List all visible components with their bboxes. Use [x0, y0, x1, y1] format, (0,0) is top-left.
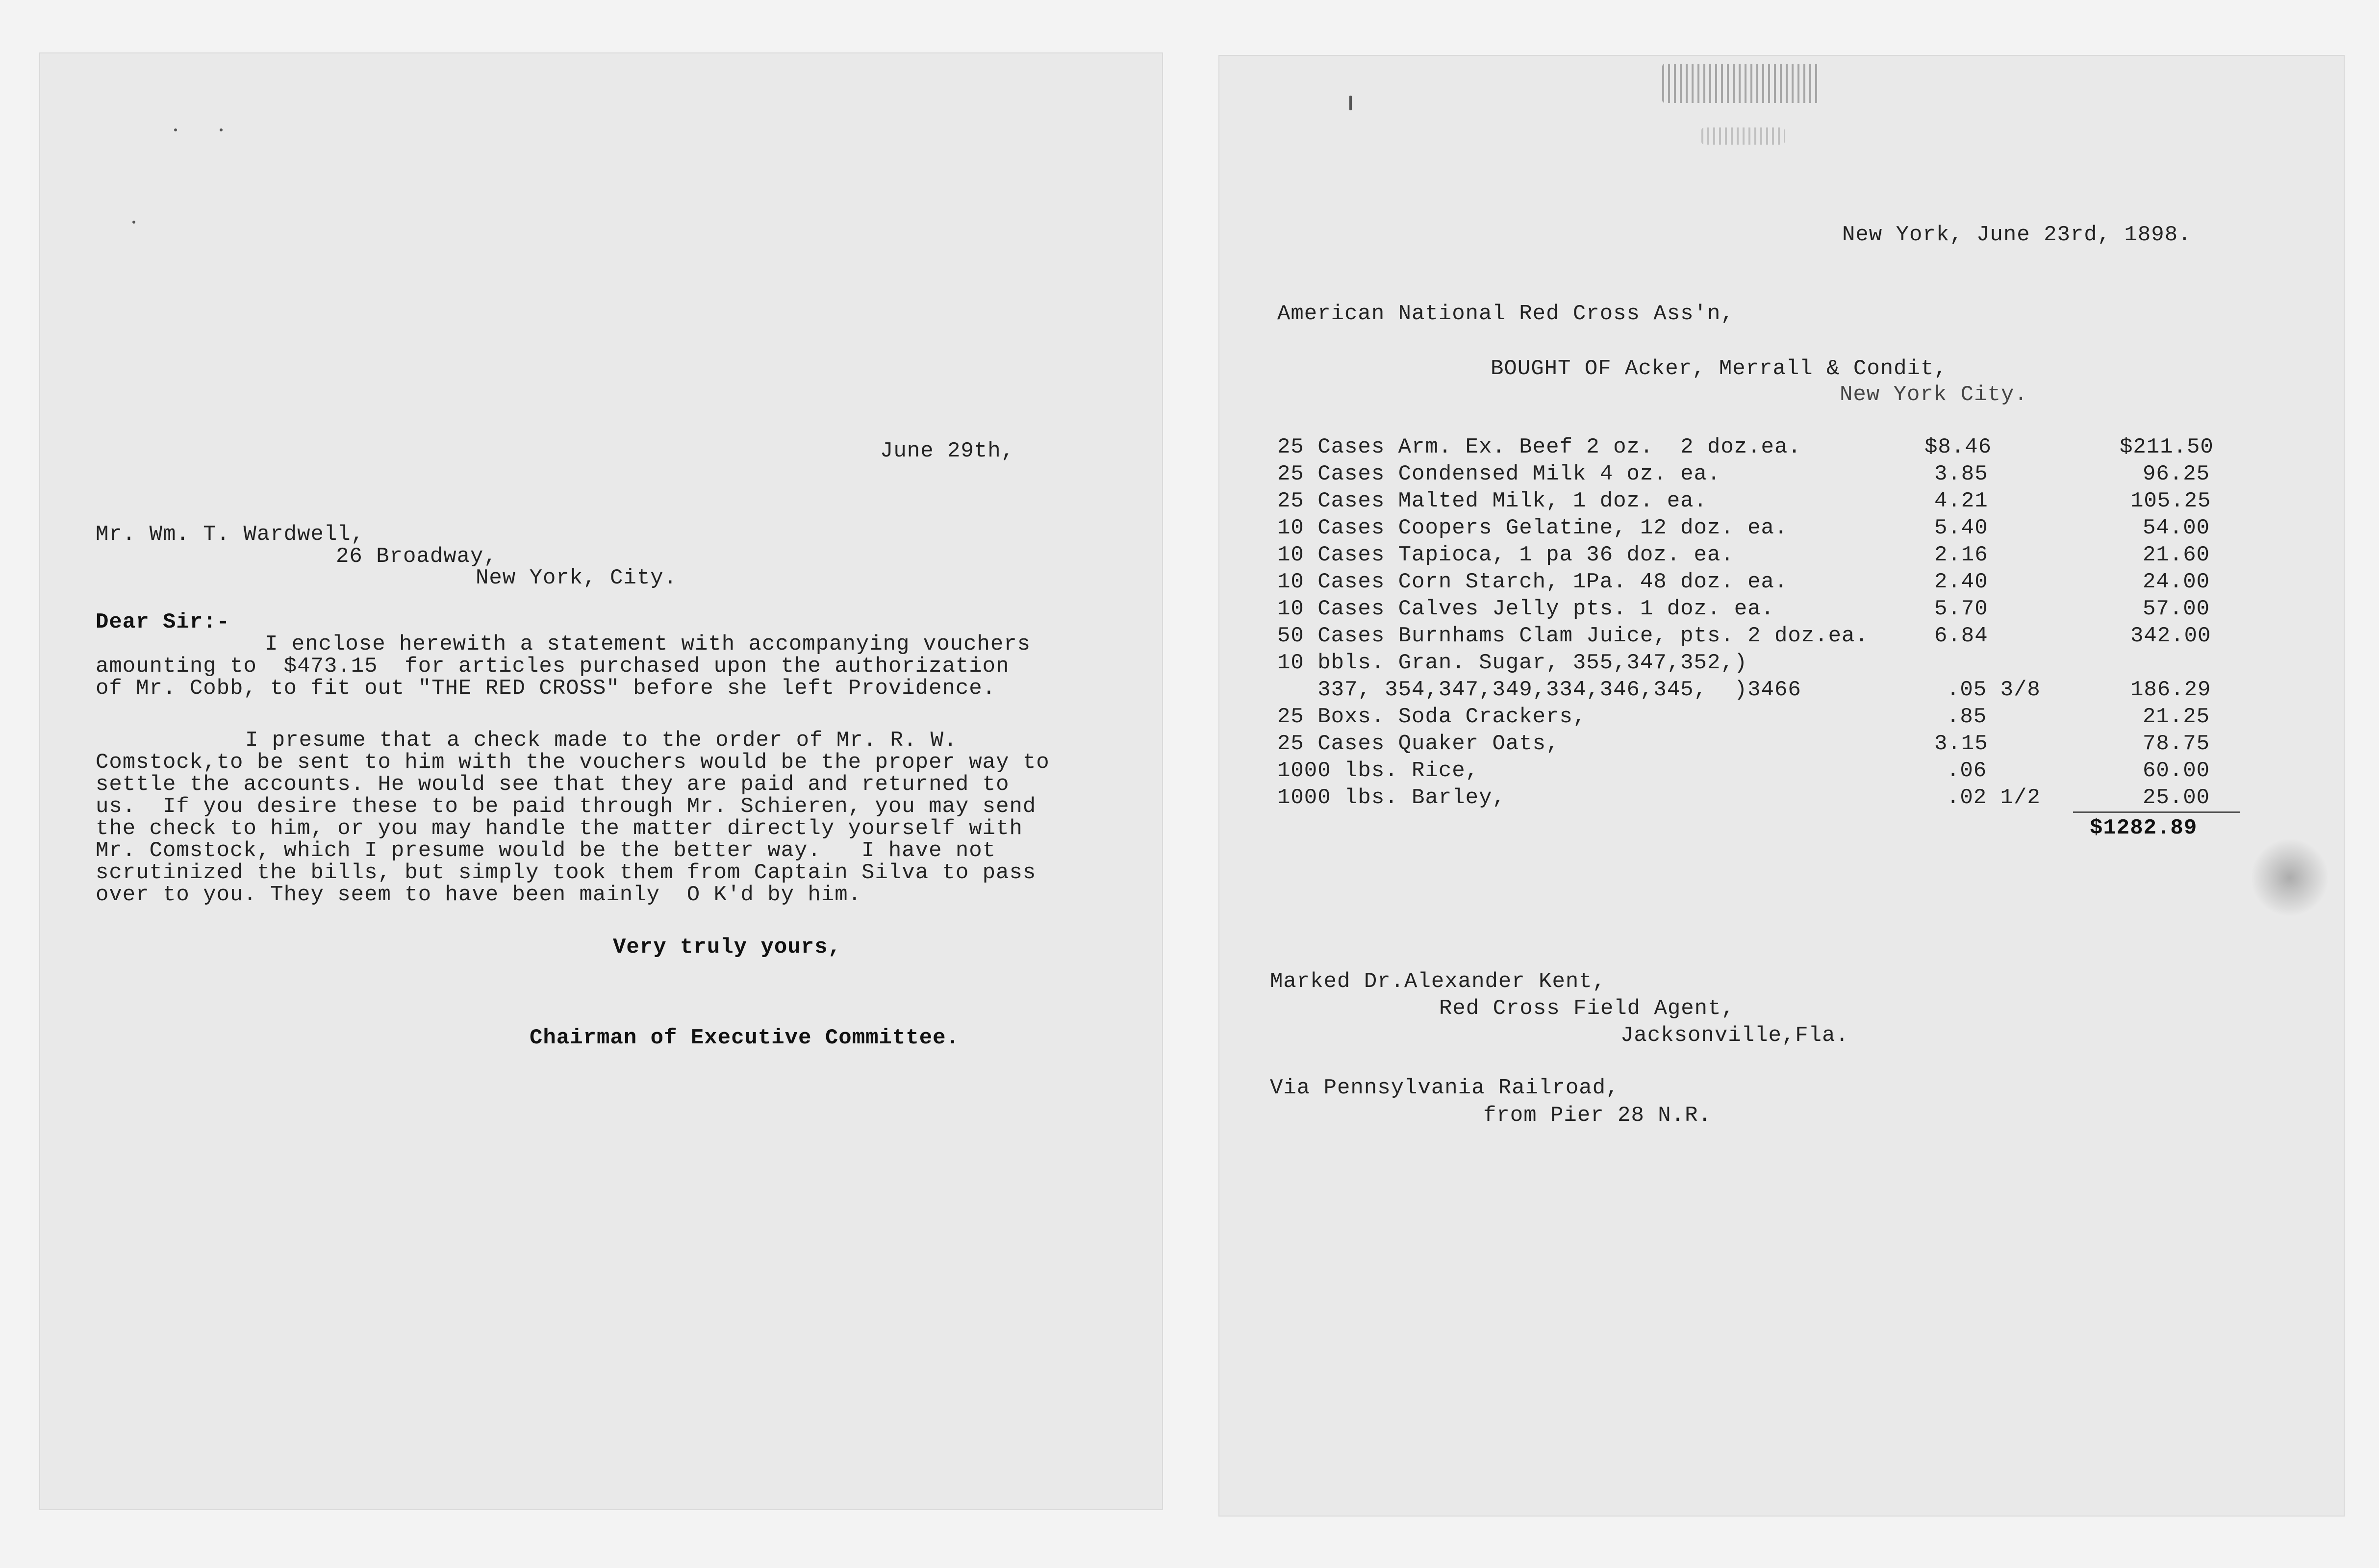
item-amount: $211.50 [2120, 435, 2214, 459]
signature-title: Chairman of Executive Committee. [530, 1026, 960, 1050]
item-unit-price: 6.84 [1934, 624, 1988, 648]
recipient-name: Mr. Wm. T. Wardwell, [96, 522, 365, 547]
item-amount: 54.00 [2143, 516, 2210, 540]
marked-line-1: Marked Dr.Alexander Kent, [1270, 969, 1606, 994]
paragraph-line: us. If you desire these to be paid through Mr. Schieren, you may send [96, 794, 1037, 819]
paragraph-line: amounting to $473.15 for articles purchased upon the authorization [96, 654, 1010, 679]
paragraph-line: Mr. Comstock, which I presume would be the better way. I have not [96, 838, 996, 863]
marked-line-2: Red Cross Field Agent, [1439, 996, 1735, 1021]
item-amount: 60.00 [2143, 759, 2210, 783]
item-amount: 78.75 [2143, 732, 2210, 756]
paragraph-line: of Mr. Cobb, to fit out "THE RED CROSS" before she left Providence. [96, 676, 996, 701]
salutation: Dear Sir:- [96, 610, 230, 634]
item-amount: 342.00 [2130, 624, 2211, 648]
item-description: 1000 lbs. Rice, [1277, 759, 1479, 783]
item-description: 337, 354,347,349,334,346,345, )3466 [1277, 678, 1801, 702]
invoice-total: $1282.89 [2090, 816, 2198, 840]
paragraph-line: the check to him, or you may handle the matter directly yourself with [96, 816, 1023, 841]
item-unit-price: 2.16 [1934, 543, 1988, 567]
paper-speck [220, 128, 223, 131]
item-unit-price: 5.40 [1934, 516, 1988, 540]
item-description: 10 Cases Coopers Gelatine, 12 doz. ea. [1277, 516, 1788, 540]
item-unit-price: .06 [1947, 759, 1987, 783]
paragraph-line: scrutinized the bills, but simply took them from Captain Silva to pass [96, 860, 1037, 885]
via-line-1: Via Pennsylvania Railroad, [1270, 1076, 1620, 1100]
item-description: 25 Cases Condensed Milk 4 oz. ea. [1277, 462, 1721, 486]
item-amount: 24.00 [2143, 570, 2210, 594]
item-amount: 186.29 [2130, 678, 2211, 702]
item-description: 1000 lbs. Barley, [1277, 785, 1506, 810]
total-rule [2073, 811, 2240, 813]
item-description: 10 bbls. Gran. Sugar, 355,347,352,) [1277, 651, 1748, 675]
paragraph-line: I enclose herewith a statement with accompanying vouchers [265, 632, 1031, 657]
item-amount: 21.60 [2143, 543, 2210, 567]
item-unit-price: 5.70 [1934, 597, 1988, 621]
item-description: 25 Cases Arm. Ex. Beef 2 oz. 2 doz.ea. [1277, 435, 1801, 459]
invoice-buyer: American National Red Cross Ass'n, [1277, 302, 1734, 326]
item-unit-price: .05 3/8 [1947, 678, 2041, 702]
item-unit-price: 4.21 [1934, 489, 1988, 513]
marked-line-3: Jacksonville,Fla. [1620, 1023, 1849, 1048]
item-unit-price: .02 1/2 [1947, 785, 2041, 810]
recipient-city: New York, City. [476, 566, 678, 590]
invoice-seller-city: New York City. [1840, 382, 2028, 407]
item-description: 25 Cases Malted Milk, 1 doz. ea. [1277, 489, 1707, 513]
item-amount: 105.25 [2130, 489, 2211, 513]
paper-speck [174, 128, 177, 131]
item-description: 25 Cases Quaker Oats, [1277, 732, 1560, 756]
item-amount: 21.25 [2143, 705, 2210, 729]
item-amount: 96.25 [2143, 462, 2210, 486]
stamp-mark [1662, 64, 1819, 103]
item-description: 10 Cases Calves Jelly pts. 1 doz. ea. [1277, 597, 1774, 621]
item-unit-price: .85 [1947, 705, 1987, 729]
item-description: 10 Cases Tapioca, 1 pa 36 doz. ea. [1277, 543, 1734, 567]
item-description: 25 Boxs. Soda Crackers, [1277, 705, 1587, 729]
invoice-seller: BOUGHT OF Acker, Merrall & Condit, [1491, 356, 1948, 381]
item-amount: 25.00 [2143, 785, 2210, 810]
via-line-2: from Pier 28 N.R. [1483, 1103, 1712, 1128]
item-unit-price: $8.46 [1924, 435, 1992, 459]
item-description: 10 Cases Corn Starch, 1Pa. 48 doz. ea. [1277, 570, 1788, 594]
item-unit-price: 3.15 [1934, 732, 1988, 756]
invoice-place-date: New York, June 23rd, 1898. [1842, 223, 2192, 247]
paragraph-line: over to you. They seem to have been mainly O K'd by him. [96, 883, 862, 907]
closing: Very truly yours, [613, 935, 841, 960]
item-unit-price: 2.40 [1934, 570, 1988, 594]
paragraph-line: Comstock,to be sent to him with the vouchers would be the proper way to [96, 750, 1050, 775]
paragraph-line: settle the accounts. He would see that they are paid and returned to [96, 772, 1010, 797]
letter-date: June 29th, [880, 439, 1015, 463]
ink-smudge [2251, 838, 2329, 917]
recipient-street: 26 Broadway, [336, 544, 497, 569]
paper-speck [132, 221, 135, 224]
item-unit-price: 3.85 [1934, 462, 1988, 486]
paper-mark [1349, 96, 1352, 110]
paragraph-line: I presume that a check made to the order of Mr. R. W. [245, 728, 958, 753]
item-description: 50 Cases Burnhams Clam Juice, pts. 2 doz.ea. [1277, 624, 1869, 648]
item-amount: 57.00 [2143, 597, 2210, 621]
stamp-mark [1701, 127, 1785, 145]
